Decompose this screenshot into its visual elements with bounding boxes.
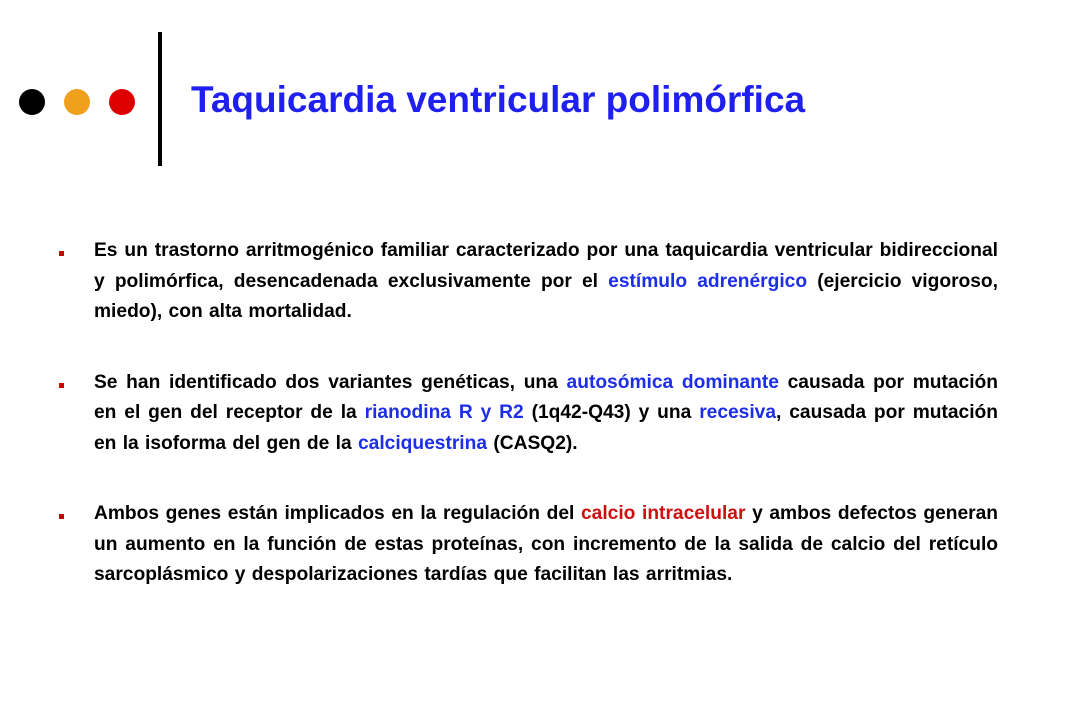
text-segment: (ejercicio vigoroso, miedo), con alta mortalidad. [94,270,998,322]
highlight-text: autosómica dominante [566,371,779,393]
black-dot-icon [19,89,45,115]
text-segment: y ambos defectos generan un aumento en la función de estas proteínas, con incremento de la salida de calcio del retículo sarcoplásmico y despolarizaciones tardías que facilitan las arritmias. [94,503,999,585]
square-bullet-icon [59,251,64,256]
text-segment: Ambos genes están implicados en la regulación del [94,503,581,524]
slide-title: Taquicardia ventricular polimórfica [191,79,806,120]
text-segment: Es un trastorno arritmogénico familiar caracterizado por una taquicardia ventricular bidireccional y polimórfica, desencadenada exclusivamente por el [94,240,998,292]
red-dot-icon [109,89,135,115]
bullet-item [56,236,998,328]
square-bullet-icon [59,514,64,519]
text-segment: (CASQ2). [487,432,578,454]
highlight-text: estímulo adrenérgico [608,270,808,292]
bullet-item [56,368,998,460]
bullet-text [94,236,998,328]
bullet-item [56,499,998,591]
text-segment: (1q42-Q43) y una [523,402,700,423]
text-segment: causada por mutación en el gen del receptor de la [94,371,999,423]
bullet-text [94,368,998,460]
bullet-list [56,236,998,631]
highlight-text: recesiva [699,402,777,423]
bullet-text [94,499,998,591]
text-segment: , causada por mutación en la isoforma del gen de la [94,402,998,454]
highlight-text: calcio intracelular [580,503,746,524]
text-segment: Se han identificado dos variantes genéticas, una [94,371,567,393]
square-bullet-icon [59,383,64,388]
highlight-text: rianodina R y R2 [364,402,524,423]
orange-dot-icon [64,89,90,115]
highlight-text: calciquestrina [357,432,488,454]
title-divider [158,32,162,166]
